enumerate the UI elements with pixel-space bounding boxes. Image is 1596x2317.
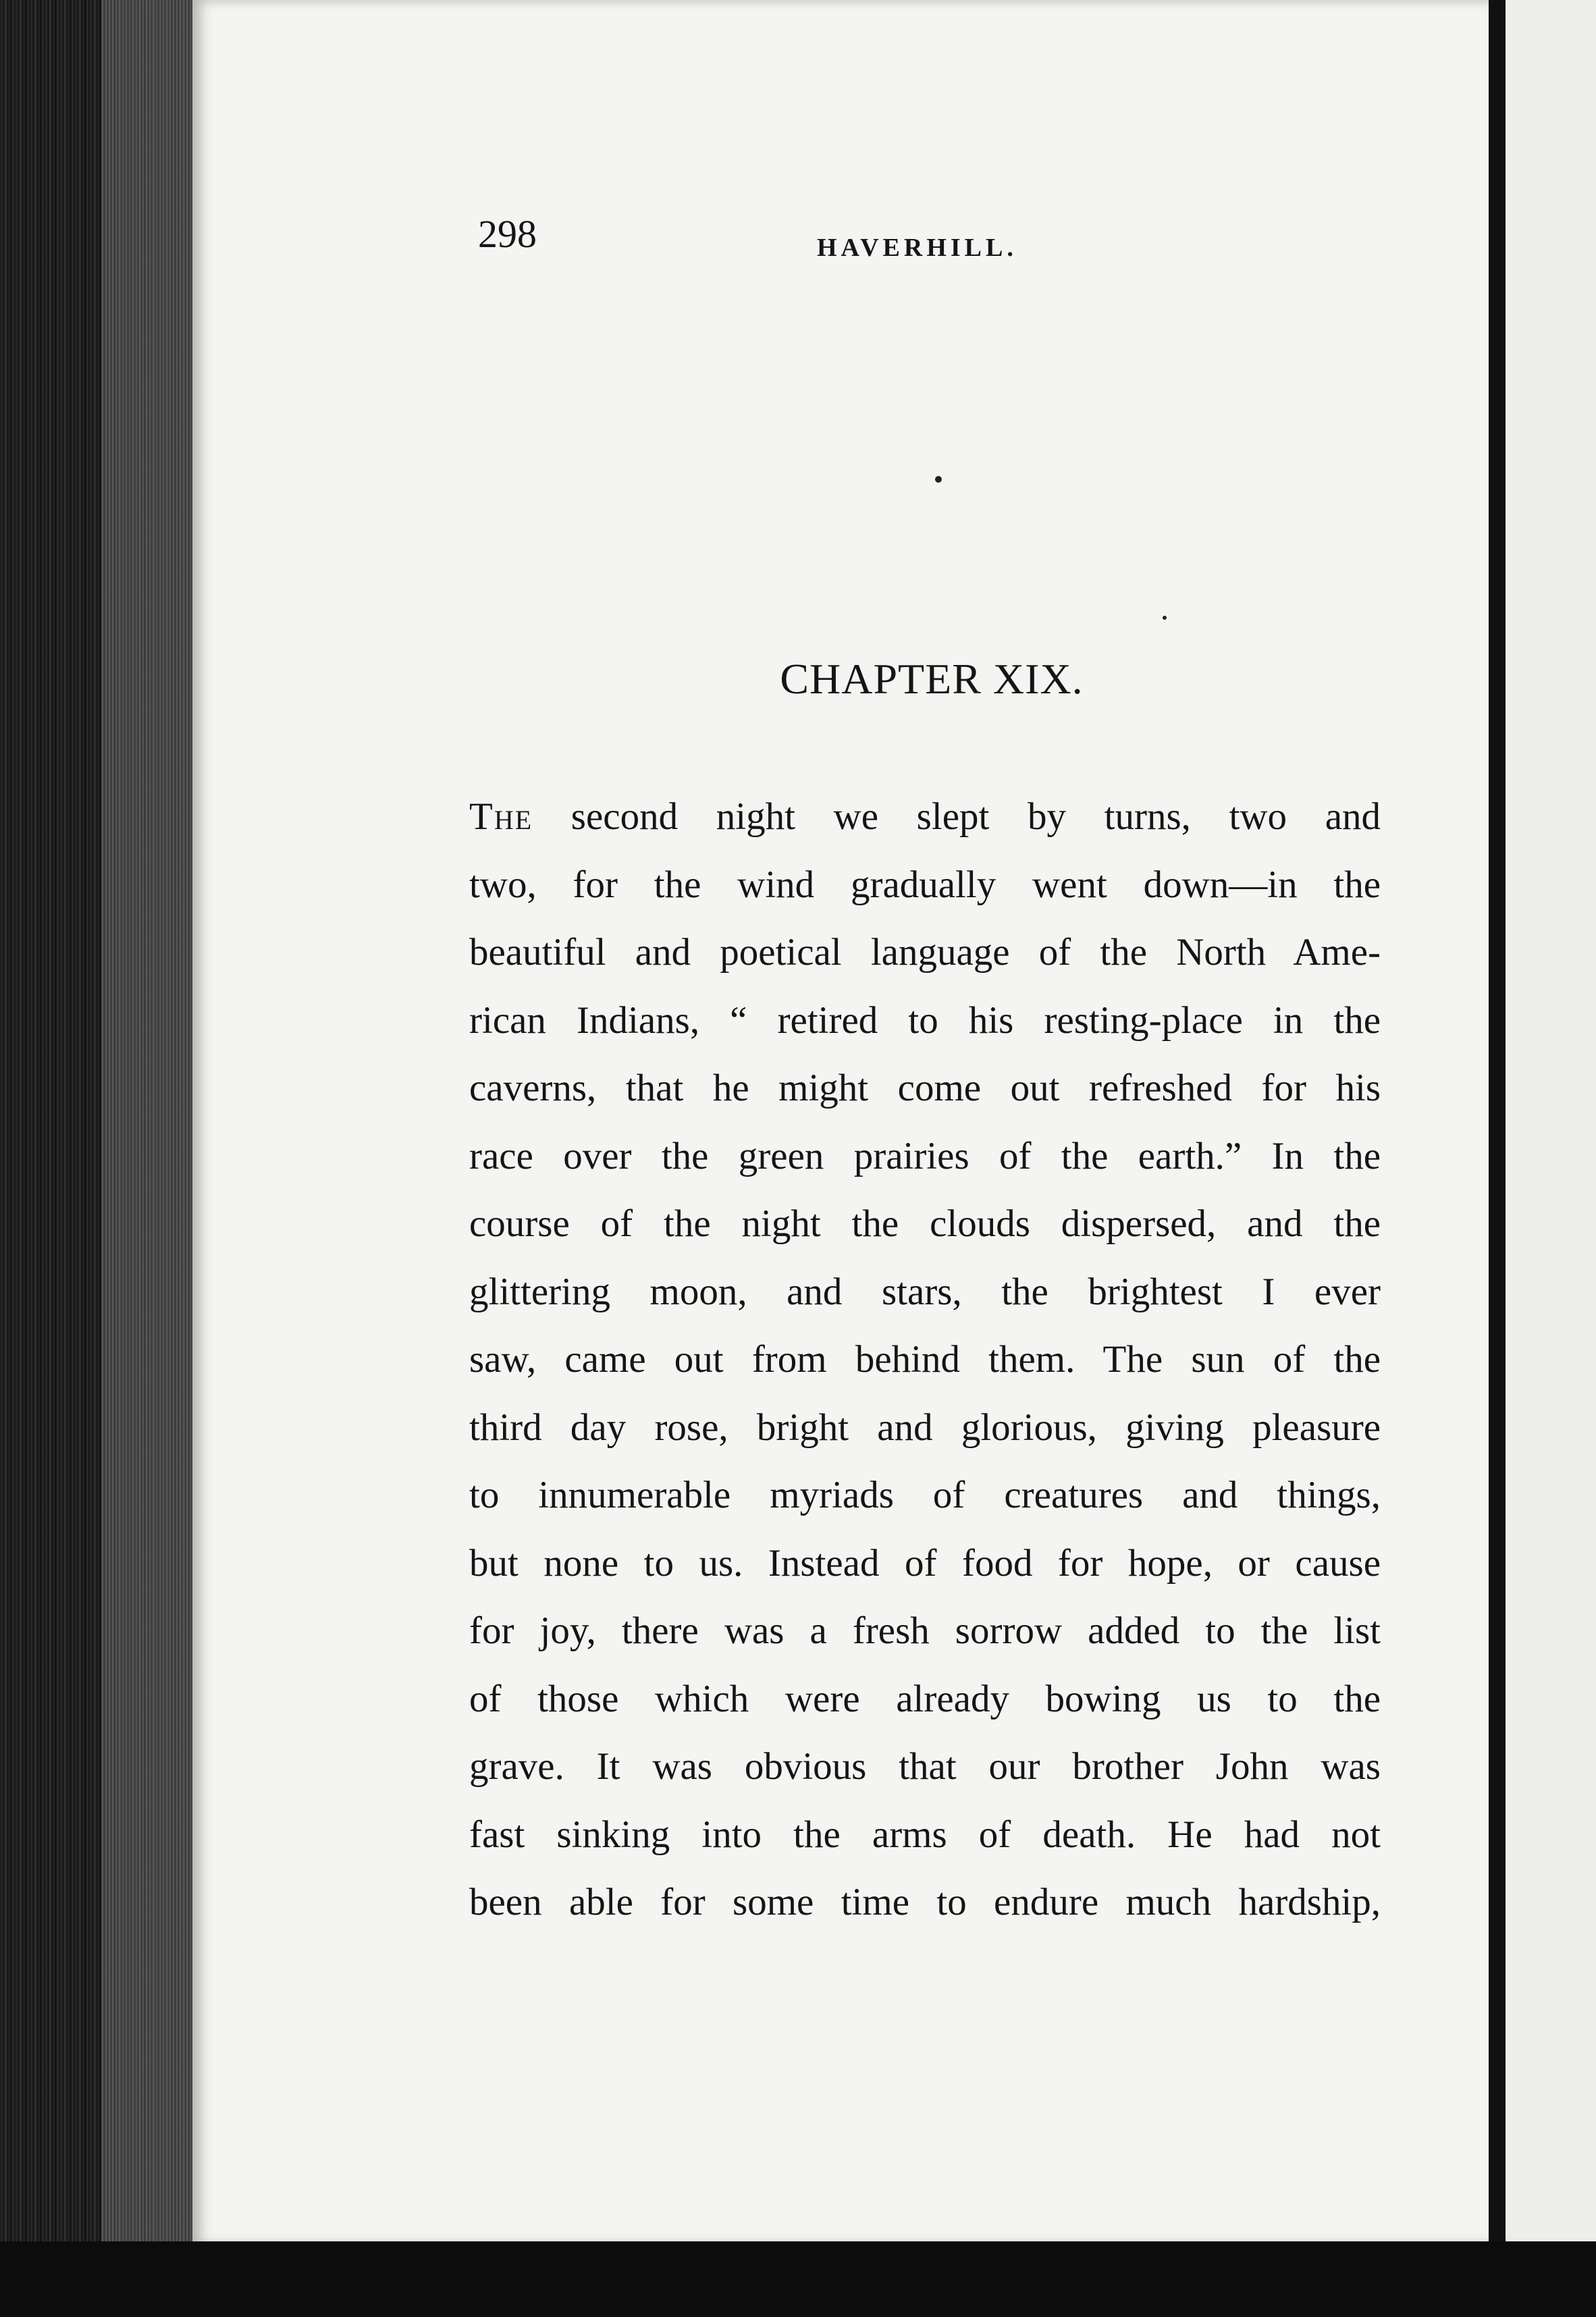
text-line: race over the green prairies of the earth.” In the: [469, 1134, 1381, 1177]
body-paragraph: [469, 783, 1381, 1937]
bottom-scan-edge: [0, 2241, 1596, 2317]
text-line: rican Indians, “ retired to his resting-place in the: [469, 998, 1381, 1042]
ornament-dot: [1163, 616, 1167, 620]
text-line: third day rose, bright and glorious, giving pleasure: [469, 1406, 1381, 1449]
text-line: saw, came out from behind them. The sun of the: [469, 1338, 1381, 1381]
text-line: of those which were already bowing us to the: [469, 1677, 1381, 1720]
right-margin: [1506, 0, 1596, 2248]
text-line: been able for some time to endure much hardship,: [469, 1881, 1381, 1923]
text-line: for joy, there was a fresh sorrow added to the list: [469, 1609, 1381, 1652]
text-line: but none to us. Instead of food for hope, or cause: [469, 1541, 1381, 1584]
page-number: 298: [478, 212, 537, 256]
page-edges: [101, 0, 196, 2241]
text-line: two, for the wind gradually went down—in the: [469, 863, 1381, 906]
text-line: [469, 783, 1381, 851]
lead-word: The: [469, 795, 533, 838]
text-line: to innumerable myriads of creatures and things,: [469, 1474, 1381, 1516]
right-page-edge: [1489, 0, 1506, 2248]
ornament-dot: [935, 476, 942, 483]
text-line: fast sinking into the arms of death. He had not: [469, 1813, 1381, 1856]
chapter-title: CHAPTER XIX.: [780, 655, 1084, 703]
text-line: grave. It was obvious that our brother John was: [469, 1745, 1381, 1788]
text-line: caverns, that he might come out refreshed for his: [469, 1067, 1381, 1109]
running-head: HAVERHILL.: [817, 234, 1017, 262]
text-line: glittering moon, and stars, the brightest I ever: [469, 1270, 1381, 1313]
line-text: second night we slept by turns, two and: [533, 795, 1381, 838]
text-line: course of the night the clouds dispersed, and the: [469, 1202, 1381, 1245]
book-fore-edge: [0, 0, 203, 2255]
text-line: beautiful and poetical language of the North Ame-: [469, 931, 1381, 974]
